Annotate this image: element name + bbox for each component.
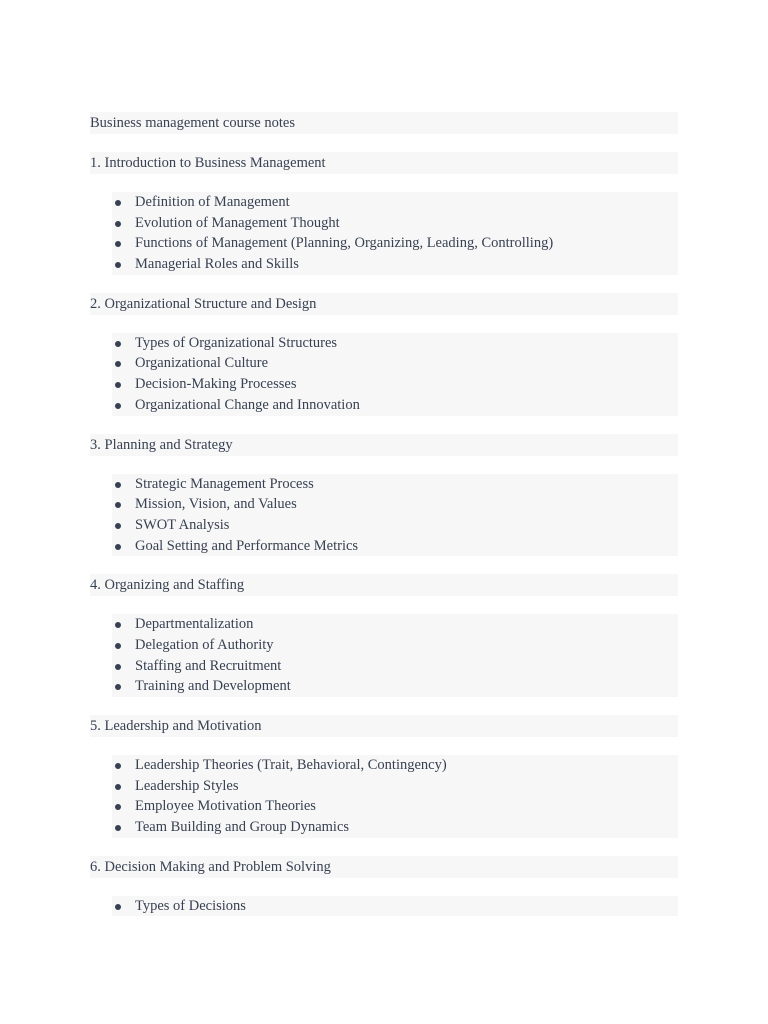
- document-title: Business management course notes: [90, 112, 678, 134]
- list-item: Employee Motivation Theories: [112, 796, 678, 817]
- list-item: Organizational Change and Innovation: [112, 395, 678, 416]
- section-heading-6: 6. Decision Making and Problem Solving: [90, 856, 678, 878]
- list-item: Mission, Vision, and Values: [112, 494, 678, 515]
- list-item: Definition of Management: [112, 192, 678, 213]
- list-item: Types of Organizational Structures: [112, 333, 678, 354]
- section-list-5: [112, 755, 678, 838]
- document-body: [90, 112, 678, 934]
- section-heading-1: 1. Introduction to Business Management: [90, 152, 678, 174]
- section-list-2: [112, 333, 678, 416]
- list-item: Leadership Theories (Trait, Behavioral, Contingency): [112, 755, 678, 776]
- list-item: Strategic Management Process: [112, 474, 678, 495]
- list-item: Training and Development: [112, 676, 678, 697]
- list-item: Delegation of Authority: [112, 635, 678, 656]
- section-heading-4: 4. Organizing and Staffing: [90, 574, 678, 596]
- section-list-4: [112, 614, 678, 697]
- list-item: Types of Decisions: [112, 896, 678, 917]
- list-item: Staffing and Recruitment: [112, 656, 678, 677]
- section-list-1: [112, 192, 678, 275]
- list-item: Functions of Management (Planning, Organizing, Leading, Controlling): [112, 233, 678, 254]
- list-item: Team Building and Group Dynamics: [112, 817, 678, 838]
- list-item: Decision-Making Processes: [112, 374, 678, 395]
- list-item: Goal Setting and Performance Metrics: [112, 536, 678, 557]
- list-item: Organizational Culture: [112, 353, 678, 374]
- list-item: SWOT Analysis: [112, 515, 678, 536]
- list-item: Departmentalization: [112, 614, 678, 635]
- section-heading-5: 5. Leadership and Motivation: [90, 715, 678, 737]
- list-item: Leadership Styles: [112, 776, 678, 797]
- list-item: Managerial Roles and Skills: [112, 254, 678, 275]
- section-heading-2: 2. Organizational Structure and Design: [90, 293, 678, 315]
- list-item: Evolution of Management Thought: [112, 213, 678, 234]
- section-list-3: [112, 474, 678, 557]
- section-heading-3: 3. Planning and Strategy: [90, 434, 678, 456]
- section-list-6: [112, 896, 678, 917]
